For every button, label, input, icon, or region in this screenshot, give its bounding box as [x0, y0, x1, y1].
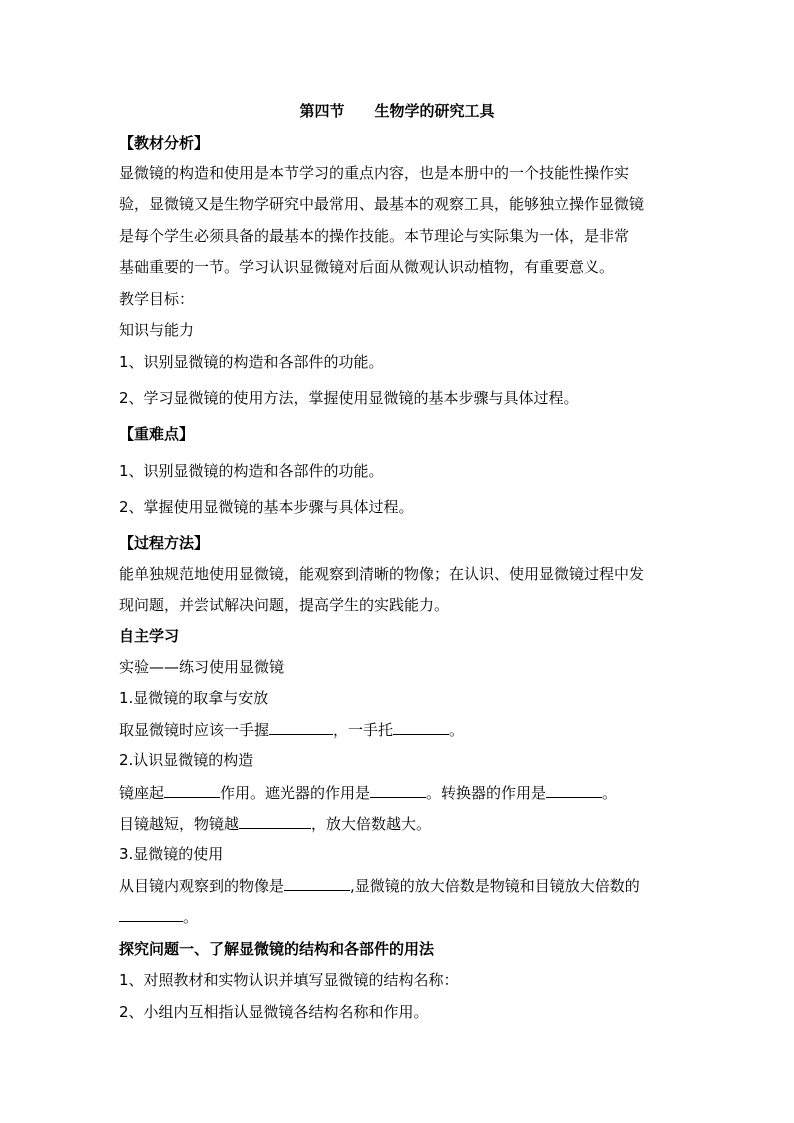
step2-text: 镜座起	[119, 784, 165, 802]
goal-item: 2、学习显微镜的使用方法，掌握使用显微镜的基本步骤与具体过程。	[119, 389, 579, 407]
step2-text: 目镜越短，物镜越	[119, 815, 240, 833]
method-heading: 【过程方法】	[119, 534, 210, 552]
goal-item: 1、识别显微镜的构造和各部件的功能。	[119, 353, 384, 371]
answer-blank[interactable]	[239, 813, 311, 829]
method-line: 能单独规范地使用显微镜，能观察到清晰的物像；在认识、使用显微镜过程中发	[119, 565, 645, 583]
step1-text: 。	[449, 721, 465, 739]
page-title: 第四节 生物学的研究工具	[299, 102, 495, 120]
step3-fill-line	[119, 875, 689, 896]
key-point-item: 2、掌握使用显微镜的基本步骤与具体过程。	[119, 498, 414, 516]
analysis-line: 显微镜的构造和使用是本节学习的重点内容，也是本册中的一个技能性操作实	[119, 164, 630, 182]
answer-blank[interactable]	[284, 875, 350, 891]
analysis-line: 是每个学生必须具备的最基本的操作技能。本节理论与实际集为一体，是非常	[119, 227, 630, 245]
step2-text: 作用。遮光器的作用是	[220, 784, 371, 802]
step3-title: 3.显微镜的使用	[119, 845, 224, 863]
step1-text: ，一手托	[333, 721, 394, 739]
step1-text: 取显微镜时应该一手握	[119, 721, 270, 739]
answer-blank[interactable]	[546, 782, 602, 798]
step3-text: 从目镜内观察到的物像是	[119, 877, 285, 895]
goals-label: 教学目标：	[119, 290, 195, 308]
answer-blank[interactable]	[393, 719, 449, 735]
analysis-heading: 【教材分析】	[119, 134, 210, 152]
experiment-title: 实验——练习使用显微镜	[119, 658, 285, 676]
self-study-heading: 自主学习	[119, 627, 180, 645]
goals-subheading: 知识与能力	[119, 321, 195, 339]
step2-fill-line	[119, 813, 689, 834]
step3-text: 。	[183, 908, 199, 926]
step2-text: 。	[602, 784, 618, 802]
answer-blank[interactable]	[164, 782, 220, 798]
step2-title: 2.认识显微镜的构造	[119, 751, 254, 769]
inquiry-heading: 探究问题一、了解显微镜的结构和各部件的用法	[119, 940, 435, 958]
step1-fill-line	[119, 719, 689, 740]
step3-fill-line	[119, 906, 689, 927]
step1-title: 1.显微镜的取拿与安放	[119, 689, 269, 707]
step3-text: ,显微镜的放大倍数是物镜和目镜放大倍数的	[350, 877, 640, 895]
answer-blank[interactable]	[370, 782, 426, 798]
inquiry-item: 1、对照教材和实物认识并填写显微镜的结构名称：	[119, 971, 459, 989]
inquiry-item: 2、小组内互相指认显微镜各结构名称和作用。	[119, 1003, 429, 1021]
analysis-line: 基础重要的一节。学习认识显微镜对后面从微观认识动植物，有重要意义。	[119, 258, 615, 276]
step2-text: 。转换器的作用是	[426, 784, 547, 802]
answer-blank[interactable]	[269, 719, 333, 735]
answer-blank[interactable]	[119, 906, 183, 922]
method-line: 现问题，并尝试解决问题，提高学生的实践能力。	[119, 596, 450, 614]
key-points-heading: 【重难点】	[119, 425, 195, 443]
step2-fill-line	[119, 782, 689, 803]
analysis-line: 验，显微镜又是生物学研究中最常用、最基本的观察工具，能够独立操作显微镜	[119, 195, 645, 213]
step2-text: ，放大倍数越大。	[311, 815, 432, 833]
key-point-item: 1、识别显微镜的构造和各部件的功能。	[119, 462, 384, 480]
